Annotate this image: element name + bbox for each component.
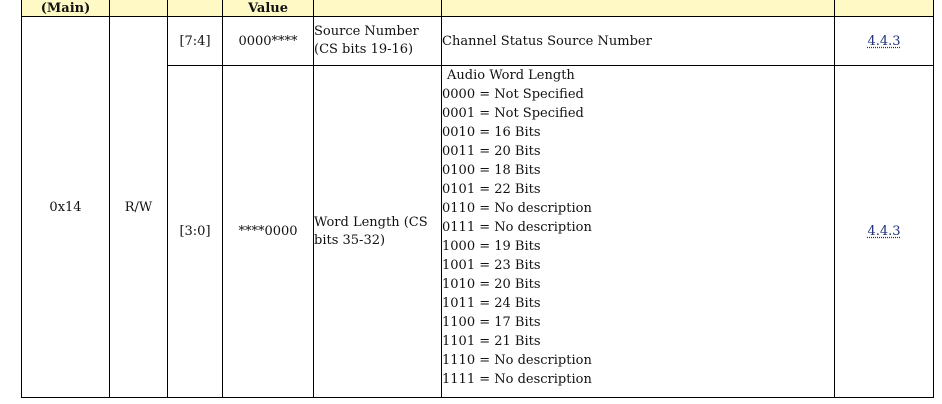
description-line: 1000 = 19 Bits — [442, 239, 541, 254]
reference-link[interactable]: 4.4.3 — [867, 224, 901, 239]
field-description — [442, 66, 835, 398]
header-description — [442, 0, 835, 17]
description-line: 1010 = 20 Bits — [442, 277, 541, 292]
field-bits: [7:4] — [168, 17, 223, 66]
description-line: 1100 = 17 Bits — [442, 315, 541, 330]
field-reference-cell — [835, 17, 934, 66]
header-default-value: Value — [223, 0, 314, 17]
description-line: 1011 = 24 Bits — [442, 296, 541, 311]
field-description: Channel Status Source Number — [442, 17, 835, 66]
description-line: 1110 = No description — [442, 353, 592, 368]
description-line: 0110 = No description — [442, 201, 592, 216]
register-address: 0x14 — [22, 17, 110, 398]
description-line: 0100 = 18 Bits — [442, 163, 541, 178]
reference-link[interactable]: 4.4.3 — [867, 33, 901, 49]
header-field — [314, 0, 442, 17]
field-name: Source Number (CS bits 19-16) — [314, 17, 442, 66]
description-line: 0111 = No description — [442, 220, 592, 235]
description-heading: Audio Word Length — [447, 68, 575, 83]
description-line: 1111 = No description — [442, 372, 592, 387]
description-line: 0011 = 20 Bits — [442, 144, 541, 159]
description-line: 0001 = Not Specified — [442, 106, 584, 121]
description-line: 1101 = 21 Bits — [442, 334, 541, 349]
field-reference-cell — [835, 66, 934, 398]
description-line: 0101 = 22 Bits — [442, 182, 541, 197]
header-reference — [835, 0, 934, 17]
description-line: 0010 = 16 Bits — [442, 125, 541, 140]
header-access — [110, 0, 168, 17]
field-default-value: 0000**** — [223, 17, 314, 66]
field-bits: [3:0] — [168, 66, 223, 398]
register-table — [21, 0, 934, 398]
description-line: 0000 = Not Specified — [442, 87, 584, 102]
register-access: R/W — [110, 17, 168, 398]
header-bits — [168, 0, 223, 17]
field-name: Word Length (CS bits 35-32) — [314, 66, 442, 398]
table-row — [22, 17, 934, 66]
field-default-value: ****0000 — [223, 66, 314, 398]
header-address: (Main) — [22, 0, 110, 17]
description-line: 1001 = 23 Bits — [442, 258, 541, 273]
table-header-row — [22, 0, 934, 17]
